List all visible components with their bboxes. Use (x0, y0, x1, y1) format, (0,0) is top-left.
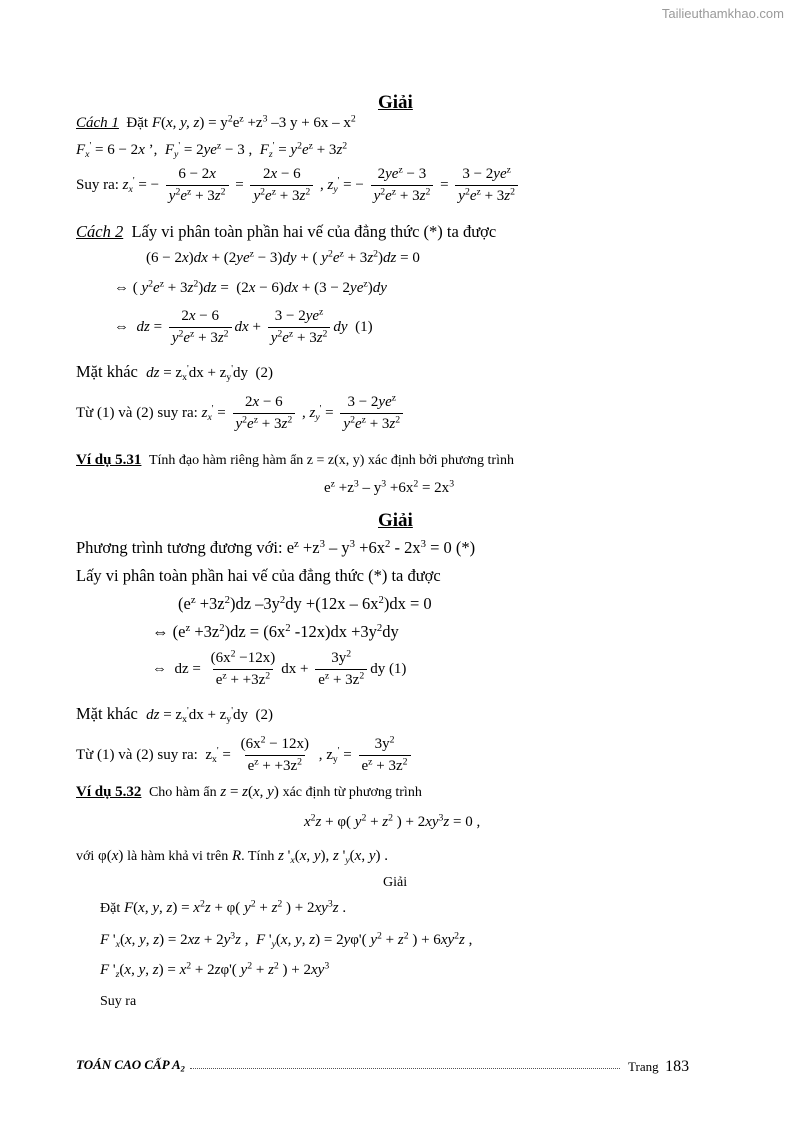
equivalent-label: Phương trình tương đương với: (76, 538, 283, 557)
example-532-condition: với φ(x) là hàm khả vi trên R. Tính z '$_x(x$, y), z '$_y(x$, y) . (76, 848, 389, 866)
watermark: Tailieuthamkhao.com (661, 6, 784, 21)
cach1-line: Cách 1 Đặt F(x, y, $z) = y^2e^z +z^3$ –3 $y + 6x - x^2$ (76, 113, 356, 131)
footer-course-title: TOÁN CAO CẤP A (76, 1057, 181, 1072)
example-531-result: Từ (1) và (2) suy ra: $z_x'$ = $\frac{(6x^2 - 12x)}{e^z + +3z^2}$ , $z_y'$ = $\frac{3y^2}{e^z + 3z^2}$ (76, 736, 414, 775)
example-531-equation: $e^z +z^3 - y^3 +6x^2 = 2x^3$ (324, 478, 455, 496)
example-532-partials: F '$_x(x$, y, $z) = 2xz + 2y^3z$ , F '$_y(x$, y, z) = 2yφ'( $y^2 + z^2$ ) + $6xy^2z$ , (100, 930, 473, 950)
cach1-text: Đặt (126, 115, 149, 131)
footer-dotted-line (190, 1068, 620, 1069)
footer-course (76, 1057, 185, 1073)
example-532-dat: Đặt F(x, y, $z) = x^2z + \varphi$( $y^2 + z^2$ ) + $2xy^3z$ . (100, 898, 347, 916)
voi-label: với (76, 849, 95, 864)
dat-label: Đặt (100, 901, 121, 916)
cach2-line (76, 222, 496, 242)
suy-ra-label: Suy ra: (76, 176, 119, 193)
example-531-heading: Giải (378, 510, 413, 531)
partials-line: $F_x' = 6 - 2x$ ’, $F_y' = 2ye^z - 3$ , $F_z' = y^2e^z + 3z^2$ (76, 140, 348, 160)
result-line: Từ (1) và (2) suy ra: $z_x'$ = $\frac{2x - 6}{y^2e^z + 3z^2}$ , $z_y'$ = $\frac{3 - 2ye^z}{y^2e^z + 3z^2}$ (76, 394, 406, 433)
differential-intro: Lấy vi phân toàn phần hai vế của đẳng thức (*) ta được (76, 566, 441, 585)
example-531-mat-khac: Mặt khác dz = $z_x'dx + z_y'dy$ (2) (76, 704, 273, 725)
mat-khac-label: Mặt khác (76, 362, 138, 381)
example-531-line (76, 452, 514, 469)
example-532-equation: $x^2z + \varphi$( $y^2 + z^2$ ) + $2xy^3z = 0$ , (304, 812, 481, 830)
suy-ra-line: Suy ra: $z_x'$ = − $\frac{6 - 2x}{y^2e^z + 3z^2}$ = $\frac{2x - 6}{y^2e^z + 3z^2}$ , $z_y'$ = − $\frac{2ye^z - 3}{y^2e^z + 3z^2}$ = $\frac{3 - 2ye^z}{y^2e^z + 3z^2}$ (76, 166, 521, 205)
footer-page (628, 1058, 689, 1076)
tinh-label: . Tính (241, 849, 275, 864)
equation-dz-1: ⇔ dz = $\frac{2x - 6}{y^2e^z + 3z^2}$ dx + $\frac{3 - 2ye^z}{y^2e^z + 3z^2}$ dy (1) (114, 306, 373, 346)
footer-course-sub: 2 (180, 1063, 185, 1074)
cach1-label: Cách 1 (76, 115, 119, 131)
example-532-text2: xác định từ phương trình (282, 785, 422, 800)
example-531-equivalent: ⇔ $(e^z +3z^2)dz = (6x^2$ $-12x)dx +3y^2dy$ (152, 622, 399, 641)
equation-differential: $(6 - 2x)dx + (2ye^z - 3)dy$ + ( $y^2e^z + 3z^2)dz = 0$ (146, 248, 420, 266)
example-531-mat-khac-label: Mặt khác (76, 704, 138, 723)
example-531-differential: $(e^z +3z^2)dz$ $-3y^2dy +(12x - 6x^2)dx = 0$ (178, 594, 432, 613)
example-532-heading: Giải (383, 875, 408, 890)
example-532-suy-ra: Suy ra (100, 994, 137, 1009)
example-532-partial-z: F '$_z(x$, y, $z) = x^2 + 2z\varphi'$( $y^2 + z^2$ ) + $2xy^3$ (100, 960, 330, 980)
footer-page-label: Trang (628, 1059, 659, 1074)
example-532-line: Ví dụ 5.32 Cho hàm ẩn z = z(x, y) xác định từ phương trình (76, 784, 422, 800)
cach2-text: Lấy vi phân toàn phần hai vế của đẳng thức (*) ta được (131, 222, 497, 241)
example-532-label: Ví dụ 5.32 (76, 784, 142, 800)
example-531-result-label: Từ (1) và (2) suy ra: (76, 746, 198, 763)
equivalent-line: Phương trình tương đương với: $e^z +z^3 - y^3 +6x^2 - 2x^3 = 0$ (*) (76, 538, 476, 557)
khavi-label: là hàm khả vi trên (127, 849, 229, 864)
footer-page-number: 183 (665, 1058, 690, 1075)
cach2-label: Cách 2 (76, 222, 124, 241)
result-label: Từ (1) và (2) suy ra: (76, 404, 198, 421)
equation-equivalent-1: ⇔ ( $y^2e^z + 3z^2)dz = (2x - 6)dx + (3 - 2ye^z)dy$ (114, 278, 387, 296)
section-heading: Giải (378, 92, 413, 113)
example-531-text: Tính đạo hàm riêng hàm ẩn z = z(x, y) xác định bởi phương trình (148, 453, 514, 468)
example-531-dz: ⇔ dz = $\frac{(6x^2 -12x)}{e^z + +3z^2}$ dx + $\frac{3y^2}{e^z + 3z^2}$ dy (1) (152, 648, 407, 688)
example-531-label: Ví dụ 5.31 (76, 452, 142, 468)
mat-khac-line: Mặt khác dz = $z_x'dx + z_y'dy$ (2) (76, 362, 273, 383)
example-532-text: Cho hàm ẩn (148, 785, 217, 800)
